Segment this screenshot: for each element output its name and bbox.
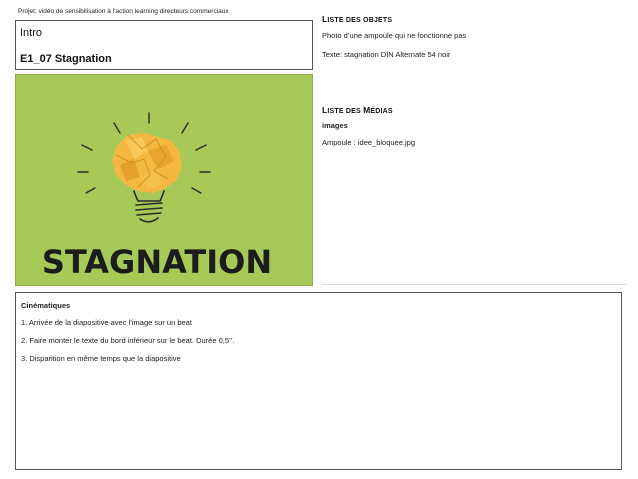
cinematics-step: 2. Faire monter le texte du bord inférieur sur le beat. Durée 0,5’’. [21, 336, 235, 345]
object-item: Texte: stagnation DIN Alternate 54 noir [322, 50, 451, 59]
slide-image [15, 74, 313, 286]
slide-code: E1_07 Stagnation [20, 53, 112, 65]
lightbulb-illustration [16, 75, 313, 286]
project-label: Projet: vidéo de sensibilisation à l’action learning directeurs commerciaux [18, 8, 229, 15]
cinematics-title: Cinématiques [21, 301, 71, 310]
stagnation-caption: STAGNATION [41, 243, 273, 281]
media-item: Ampoule : idee_bloquee.jpg [322, 138, 415, 147]
slide-title-box [15, 20, 313, 70]
media-subheading: images [322, 121, 348, 130]
cinematics-step: 1. Arrivée de la diapositive avec l’image sur un beat [21, 318, 192, 327]
object-item: Photo d’une ampoule qui ne fonctionne pas [322, 31, 467, 40]
section-label: Intro [20, 27, 43, 39]
media-title: LISTE DES MÉDIAS [322, 105, 393, 115]
objects-panel [322, 10, 627, 285]
cinematics-box [15, 292, 622, 470]
objects-title: LISTE DES OBJETS [322, 14, 393, 24]
cinematics-step: 3. Disparition en même temps que la diapositive [21, 354, 181, 363]
